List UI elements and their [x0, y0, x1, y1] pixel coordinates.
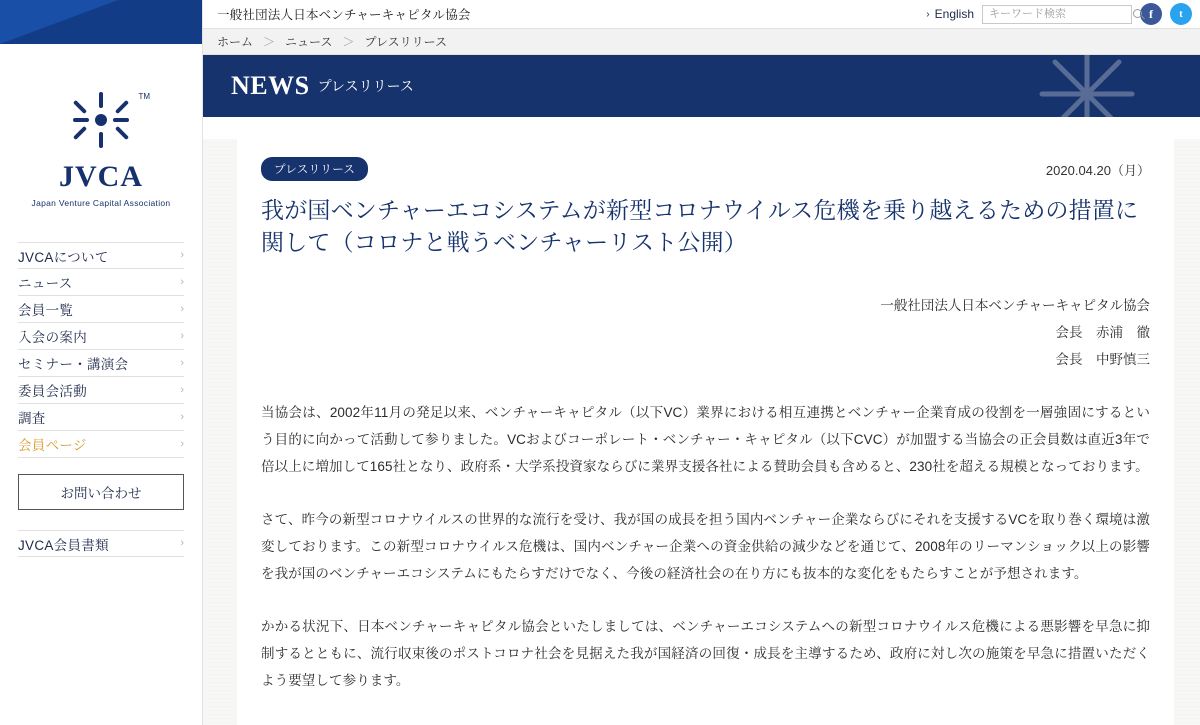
sidebar-item-label: 会員ページ: [18, 438, 87, 453]
page-banner: [203, 55, 1200, 117]
chevron-right-icon: ›: [180, 383, 184, 396]
chevron-right-icon: ›: [180, 537, 184, 549]
breadcrumb-separator: ＞: [342, 35, 355, 49]
header-actions: [926, 3, 1192, 25]
sidebar-item-label: セミナー・講演会: [18, 357, 129, 372]
twitter-icon[interactable]: t: [1170, 3, 1192, 25]
chevron-right-icon: ›: [180, 249, 184, 261]
chevron-right-icon: ›: [180, 437, 184, 450]
page-title: 我が国ベンチャーエコシステムが新型コロナウイルス危機を乗り越えるための措置に関して（コロナと戦うベンチャーリスト公開）: [261, 197, 1139, 255]
article-paragraph: さて、昨今の新型コロナウイルスの世界的な流行を受け、我が国の成長を担う国内ベンチャー企業ならびにそれを支援するVCを取り巻く環境は激変しております。この新型コロナウイルス危機は、国内ベンチャー企業への資金供給の減少などを通じて、2008年のリーマンショック以上の影響を我が国のベンチャーエコシステムにもたらすだけでなく、今後の経済社会の在り方にも抜本的な変化をもたらすことが予想されます。: [261, 512, 1150, 582]
sidebar-item-label: JVCAについて: [18, 249, 109, 265]
banner-title-en: NEWS: [231, 71, 310, 100]
breadcrumb-item-press-release: プレスリリース: [364, 35, 448, 49]
article-paragraph: かかる状況下、日本ベンチャーキャピタル協会といたしましては、ベンチャーエコシステムへの新型コロナウイルス危機による悪影響を早急に抑制するとともに、流行収束後のポストコロナ社会を見据えた我が国経済の回復・成長を主導するため、政府に対し次の施策を早急に措置いただくよう要望して参ります。: [261, 619, 1150, 689]
sidebar-nav-secondary: [0, 530, 202, 557]
sidebar-item-join[interactable]: [18, 323, 184, 350]
english-language-link[interactable]: [926, 7, 974, 21]
sidebar-item-seminar[interactable]: [18, 350, 184, 377]
chevron-right-icon: ›: [180, 329, 184, 342]
jvca-logo-icon: [58, 90, 150, 150]
chevron-right-icon: ›: [180, 356, 184, 369]
sidebar-top-decoration: [0, 0, 202, 44]
trademark-symbol: TM: [138, 92, 150, 101]
site-logo[interactable]: [0, 44, 202, 208]
breadcrumb-item-home[interactable]: ホーム: [217, 35, 254, 49]
chevron-right-icon: ›: [180, 410, 184, 423]
article-paragraph: 当協会は、2002年11月の発足以来、ベンチャーキャピタル（以下VC）業界における相互連携とベンチャー企業育成の役割を一層強固にするという目的に向かって活動して参りました。VCおよびコーポレート・ベンチャー・キャピタル（以下CVC）が加盟する当協会の正会員数は直近3年で倍以上に増加して165社となり、政府系・大学系投資家ならびに業界支援各社による賛助会員も含めると、230社を超える規模となっております。: [261, 405, 1150, 475]
chevron-right-icon: ›: [180, 302, 184, 315]
sidebar-item-committee[interactable]: [18, 377, 184, 404]
status-badge: プレスリリース: [261, 157, 368, 181]
article-signature: [261, 292, 1150, 373]
sidebar-item-member-list[interactable]: [18, 296, 184, 323]
signature-organization: 一般社団法人日本ベンチャーキャピタル協会: [880, 298, 1150, 314]
main-column: [203, 0, 1200, 725]
signature-chairman-1: 会長 赤浦 徹: [1055, 325, 1150, 341]
article: [237, 139, 1174, 725]
banner-title-jp: プレスリリース: [317, 78, 414, 94]
article-date: 2020.04.20（月）: [1045, 162, 1150, 178]
breadcrumb-item-news[interactable]: ニュース: [285, 35, 333, 49]
chevron-right-icon: ›: [180, 275, 184, 288]
sidebar-item-news[interactable]: [18, 269, 184, 296]
sidebar-item-research[interactable]: [18, 404, 184, 431]
logo-wordmark: JVCA: [59, 160, 143, 193]
breadcrumb: [203, 28, 1200, 55]
content-area: [203, 139, 1200, 725]
sidebar-item-label: 委員会活動: [18, 384, 87, 399]
english-label: English: [934, 7, 974, 21]
search-input[interactable]: [987, 7, 1133, 21]
site-header: [203, 0, 1200, 28]
sidebar-item-about[interactable]: [18, 242, 184, 269]
contact-button[interactable]: お問い合わせ: [18, 474, 184, 510]
signature-chairman-2: 会長 中野慎三: [1055, 352, 1150, 368]
banner-decoration-icon: [1032, 55, 1142, 117]
sidebar-nav: [0, 242, 202, 458]
sidebar-item-label: 会員一覧: [18, 303, 74, 318]
chevron-right-icon: ›: [926, 8, 930, 20]
sidebar-item-member-page[interactable]: [18, 431, 184, 458]
sidebar-item-label: JVCA会員書類: [18, 537, 109, 553]
article-meta: [261, 157, 1150, 181]
logo-tagline: Japan Venture Capital Association: [31, 198, 171, 208]
search-box[interactable]: [982, 5, 1132, 24]
sidebar-item-label: 調査: [18, 411, 46, 426]
facebook-icon[interactable]: f: [1140, 3, 1162, 25]
site-title: 一般社団法人日本ベンチャーキャピタル協会: [217, 8, 471, 22]
sidebar-item-member-documents[interactable]: [18, 530, 184, 557]
search-icon[interactable]: [1133, 9, 1144, 20]
sidebar-item-label: 入会の案内: [18, 330, 87, 345]
sidebar-item-label: ニュース: [18, 276, 73, 291]
sidebar: [0, 0, 203, 725]
breadcrumb-separator: ＞: [263, 35, 276, 49]
